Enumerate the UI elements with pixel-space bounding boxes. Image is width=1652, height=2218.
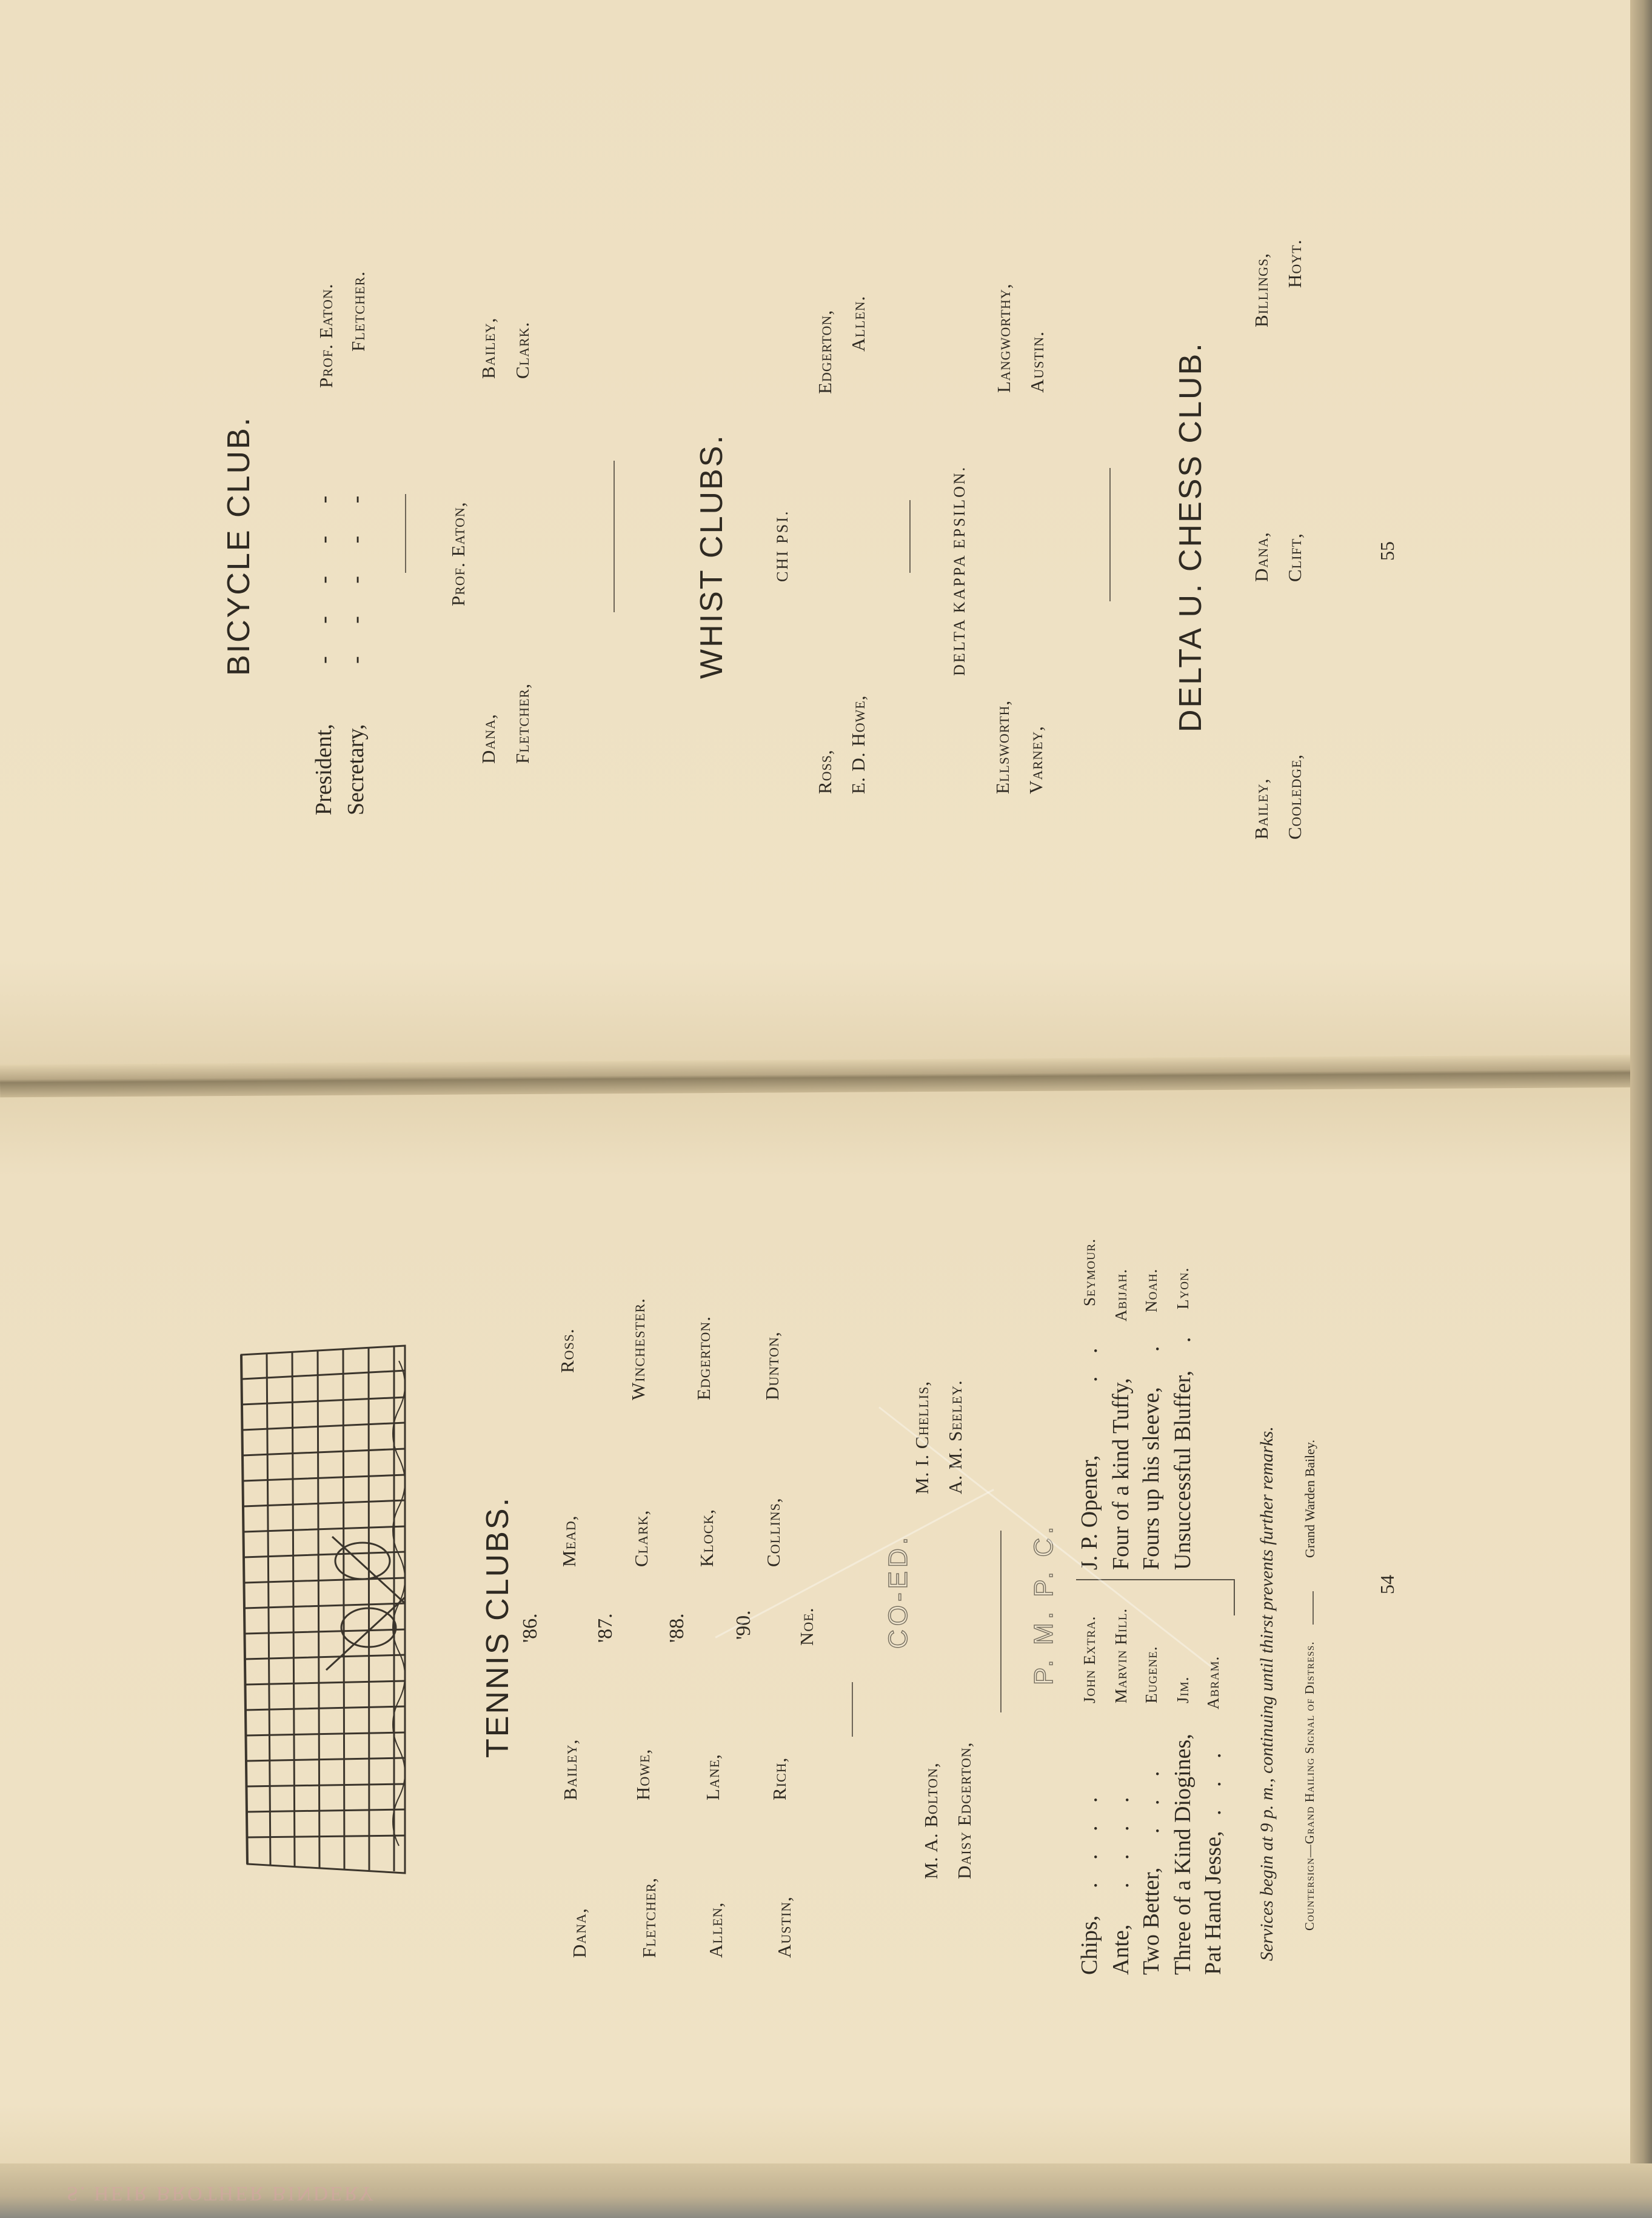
divider bbox=[852, 1682, 853, 1737]
class-year: '88. bbox=[666, 1613, 688, 1643]
member-name: Clark, bbox=[630, 1509, 652, 1567]
pmpc-role: Three of a Kind Diogines, bbox=[1170, 1734, 1196, 1975]
officer-president-name: Prof. Eaton. bbox=[315, 283, 336, 388]
pmpc-member: Jim. bbox=[1174, 1676, 1192, 1703]
member-name: Ellsworth, bbox=[992, 700, 1013, 794]
member-name: Billings, bbox=[1251, 253, 1272, 327]
pmpc-dots: . . . bbox=[1139, 1762, 1164, 1834]
coed-label: CO-ED. bbox=[883, 1534, 913, 1649]
member-name: Bailey, bbox=[560, 1739, 581, 1800]
pmpc-role: Chips, bbox=[1077, 1915, 1102, 1975]
dke-label: DELTA KAPPA EPSILON. bbox=[951, 465, 968, 676]
divider bbox=[1109, 468, 1111, 601]
whist-clubs-title: WHIST CLUBS. bbox=[694, 433, 729, 679]
divider bbox=[614, 461, 615, 612]
services-note: Services begin at 9 p. m., continuing until thirst prevents further remarks. bbox=[1257, 1426, 1277, 1961]
member-name: Austin. bbox=[1026, 331, 1048, 393]
class-year: '87. bbox=[594, 1613, 617, 1643]
officer-secretary-role: Secretary, bbox=[343, 724, 369, 815]
member-name: Howe, bbox=[632, 1748, 654, 1800]
pmpc-alias: J. P. Opener, bbox=[1077, 1455, 1102, 1570]
class-year: '86. bbox=[519, 1613, 541, 1643]
pmpc-name: Noah. bbox=[1142, 1268, 1160, 1312]
tennis-clubs-title: TENNIS CLUBS. bbox=[480, 1496, 515, 1758]
binder-stamp: S. HEIR BROTHER BINDERY bbox=[67, 2182, 376, 2205]
member-name: Edgerton. bbox=[693, 1315, 714, 1400]
member-name: Varney, bbox=[1025, 726, 1046, 794]
member-name: Clark. bbox=[512, 321, 533, 379]
divider bbox=[405, 494, 406, 573]
officer-secretary-dots: - - - - - bbox=[343, 482, 369, 664]
member-name: Hoyt. bbox=[1284, 239, 1305, 288]
pmpc-name: Lyon. bbox=[1174, 1267, 1192, 1309]
page-number: 54 bbox=[1376, 1575, 1398, 1594]
member-name: Dana, bbox=[478, 713, 499, 764]
officer-president-dots: - - - - - bbox=[311, 482, 336, 664]
pmpc-label: P. M. P. C. bbox=[1029, 1523, 1058, 1685]
divider bbox=[909, 500, 911, 573]
pmpc-dots: . bbox=[1170, 1337, 1196, 1343]
member-name: Mead, bbox=[558, 1515, 580, 1567]
divider bbox=[1313, 1591, 1314, 1625]
pmpc-dots: . . bbox=[1077, 1339, 1102, 1382]
member-name: Allen, bbox=[705, 1902, 726, 1958]
member-name: Bailey, bbox=[1251, 778, 1272, 840]
member-name: Collins, bbox=[763, 1497, 784, 1567]
pmpc-column-rule bbox=[1234, 1579, 1235, 1615]
page-54 bbox=[0, 1085, 1652, 2218]
bicycle-club-title: BICYCLE CLUB. bbox=[221, 415, 256, 676]
member-name: A. M. Seeley. bbox=[945, 1380, 966, 1494]
pmpc-alias: Four of a kind Tuffy, bbox=[1108, 1378, 1134, 1570]
pmpc-dots: . bbox=[1139, 1346, 1164, 1352]
officer-secretary-name: Fletcher. bbox=[347, 271, 369, 352]
page-edge-right bbox=[1630, 0, 1652, 2218]
page-edge-bottom bbox=[0, 2163, 1652, 2218]
pmpc-member: Eugene. bbox=[1142, 1646, 1160, 1703]
member-name: Noe. bbox=[796, 1607, 817, 1646]
member-name: Daisy Edgerton, bbox=[954, 1742, 975, 1879]
chi-psi-label: CHI PSI. bbox=[774, 509, 791, 582]
countersign-note: Countersign—Grand Hailing Signal of Distress. bbox=[1302, 1641, 1317, 1931]
member-name: Edgerton, bbox=[814, 309, 835, 394]
page-55 bbox=[0, 0, 1652, 1067]
pmpc-role: Pat Hand Jesse, bbox=[1200, 1831, 1226, 1975]
member-name: E. D. Howe, bbox=[848, 695, 869, 794]
member-name: Ross. bbox=[557, 1328, 578, 1373]
class-year: '90. bbox=[732, 1610, 755, 1640]
member-name: Klock, bbox=[696, 1508, 717, 1567]
pmpc-member: John Extra. bbox=[1080, 1615, 1099, 1703]
pmpc-name: Abijah. bbox=[1112, 1268, 1130, 1321]
member-name: Ross, bbox=[814, 749, 835, 794]
officer-president-role: President, bbox=[311, 724, 336, 815]
pmpc-member: Marvin Hill. bbox=[1112, 1608, 1130, 1703]
member-name: M. A. Bolton, bbox=[920, 1762, 941, 1879]
pmpc-role: Two Better, bbox=[1139, 1867, 1164, 1975]
member-name: Bailey, bbox=[478, 317, 499, 379]
member-name: Winchester. bbox=[627, 1297, 649, 1400]
pmpc-alias: Unsuccessful Bluffer, bbox=[1170, 1370, 1196, 1570]
divider bbox=[1000, 1531, 1002, 1712]
member-name: Cooledge, bbox=[1284, 753, 1305, 840]
pmpc-member: Abram. bbox=[1204, 1655, 1222, 1709]
page-number: 55 bbox=[1376, 541, 1398, 561]
pmpc-name: Seymour. bbox=[1080, 1238, 1099, 1306]
member-name: M. I. Chellis, bbox=[911, 1380, 932, 1494]
grand-warden-note: Grand Warden Bailey. bbox=[1302, 1440, 1317, 1558]
member-name: Fletcher, bbox=[512, 683, 533, 764]
member-name: Rich, bbox=[769, 1757, 790, 1800]
member-name: Dunton, bbox=[761, 1331, 783, 1400]
member-name: Prof. Eaton, bbox=[447, 501, 469, 606]
pmpc-dots: . . . bbox=[1200, 1744, 1226, 1815]
member-name: Clift, bbox=[1284, 533, 1305, 582]
member-name: Dana, bbox=[569, 1908, 590, 1958]
tennis-net-illustration bbox=[223, 1343, 417, 1876]
pmpc-dots: . . . . bbox=[1108, 1788, 1134, 1888]
pmpc-alias: Fours up his sleeve, bbox=[1139, 1387, 1164, 1570]
member-name: Austin, bbox=[774, 1896, 795, 1958]
member-name: Lane, bbox=[702, 1754, 723, 1800]
member-name: Langworthy, bbox=[993, 283, 1014, 393]
member-name: Fletcher, bbox=[638, 1877, 660, 1958]
pmpc-role: Ante, bbox=[1108, 1924, 1134, 1975]
member-name: Allen. bbox=[848, 295, 869, 352]
pmpc-dots: . . . . bbox=[1077, 1788, 1102, 1888]
chess-club-title: DELTA U. CHESS CLUB. bbox=[1173, 341, 1208, 732]
member-name: Dana, bbox=[1251, 532, 1272, 582]
